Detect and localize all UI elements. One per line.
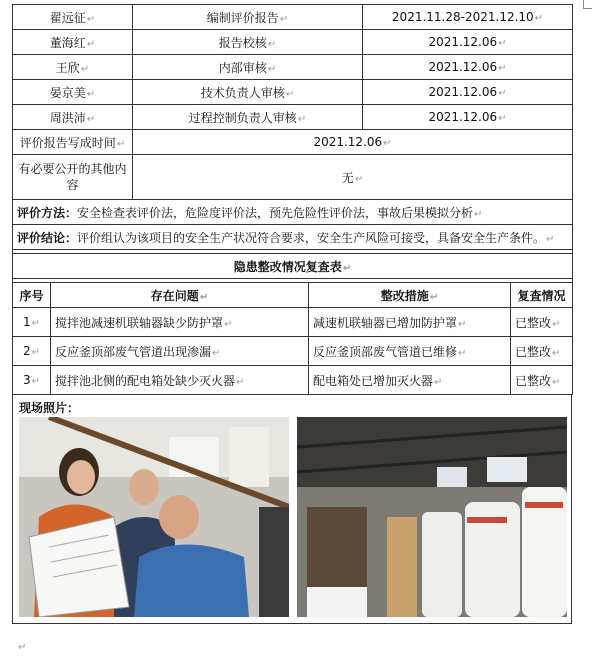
site-photos-section	[12, 395, 572, 624]
conclusion-row	[13, 225, 573, 250]
signature-row	[13, 5, 573, 30]
site-photo-tanks	[297, 417, 567, 617]
row-no: 3↵	[13, 366, 51, 395]
signature-row	[13, 55, 573, 80]
signer-role: 内部审核↵	[133, 55, 363, 80]
header-issue: 存在问题↵	[51, 283, 309, 308]
hazard-table-header	[13, 283, 573, 308]
report-time-row	[13, 130, 573, 155]
signer-name: 晏京美↵	[13, 80, 133, 105]
signer-role: 编制评价报告↵	[133, 5, 363, 30]
row-measure: 反应釜顶部废气管道已维修↵	[309, 337, 511, 366]
signer-name: 董海红↵	[13, 30, 133, 55]
signer-date: 2021.12.06↵	[363, 105, 573, 130]
signer-date: 2021.12.06↵	[363, 80, 573, 105]
signer-role: 技术负责人审核↵	[133, 80, 363, 105]
report-document	[12, 4, 572, 624]
signer-role: 过程控制负责人审核↵	[133, 105, 363, 130]
page-corner-mark	[583, 0, 592, 9]
signature-table	[12, 4, 573, 250]
signature-row	[13, 80, 573, 105]
report-time-label: 评价报告写成时间↵	[13, 130, 133, 155]
site-photos-label: 现场照片：	[19, 401, 80, 415]
signer-date: 2021.12.06↵	[363, 30, 573, 55]
disclosure-label: 有必要公开的其他内容	[13, 155, 133, 200]
row-measure: 配电箱处已增加灭火器↵	[309, 366, 511, 395]
end-paragraph-mark: ↵	[18, 642, 27, 653]
signer-date: 2021.12.06↵	[363, 55, 573, 80]
row-issue: 搅拌池北侧的配电箱处缺少灭火器↵	[51, 366, 309, 395]
row-no: 1↵	[13, 308, 51, 337]
method-cell: 评价方法：安全检查表评价法，危险度评价法，预先危险性评价法，事故后果模拟分析↵	[13, 200, 573, 225]
table-row	[13, 337, 573, 366]
hazard-table-title-row	[13, 254, 573, 279]
signature-row	[13, 105, 573, 130]
method-row	[13, 200, 573, 225]
row-measure: 减速机联轴器已增加防护罩↵	[309, 308, 511, 337]
disclosure-row	[13, 155, 573, 200]
hazard-table-title: 隐患整改情况复查表↵	[13, 254, 573, 279]
row-no: 2↵	[13, 337, 51, 366]
row-status: 已整改↵	[511, 366, 573, 395]
table-row	[13, 308, 573, 337]
site-photo-inspection	[19, 417, 289, 617]
header-status: 复查情况	[511, 283, 573, 308]
signer-name: 王欣↵	[13, 55, 133, 80]
header-no: 序号	[13, 283, 51, 308]
table-row	[13, 366, 573, 395]
row-issue: 反应釜顶部废气管道出现渗漏↵	[51, 337, 309, 366]
signer-name: 周洪沛↵	[13, 105, 133, 130]
report-time-value: 2021.12.06↵	[133, 130, 573, 155]
signer-name: 翟远征↵	[13, 5, 133, 30]
hazard-table	[12, 250, 573, 395]
row-status: 已整改↵	[511, 337, 573, 366]
disclosure-value: 无↵	[133, 155, 573, 200]
signer-role: 报告校核↵	[133, 30, 363, 55]
header-measure: 整改措施↵	[309, 283, 511, 308]
signer-date: 2021.11.28-2021.12.10↵	[363, 5, 573, 30]
conclusion-cell: 评价结论：评价组认为该项目的安全生产状况符合要求，安全生产风险可接受，具备安全生产条件。↵	[13, 225, 573, 250]
signature-row	[13, 30, 573, 55]
row-issue: 搅拌池减速机联轴器缺少防护罩↵	[51, 308, 309, 337]
row-status: 已整改↵	[511, 308, 573, 337]
